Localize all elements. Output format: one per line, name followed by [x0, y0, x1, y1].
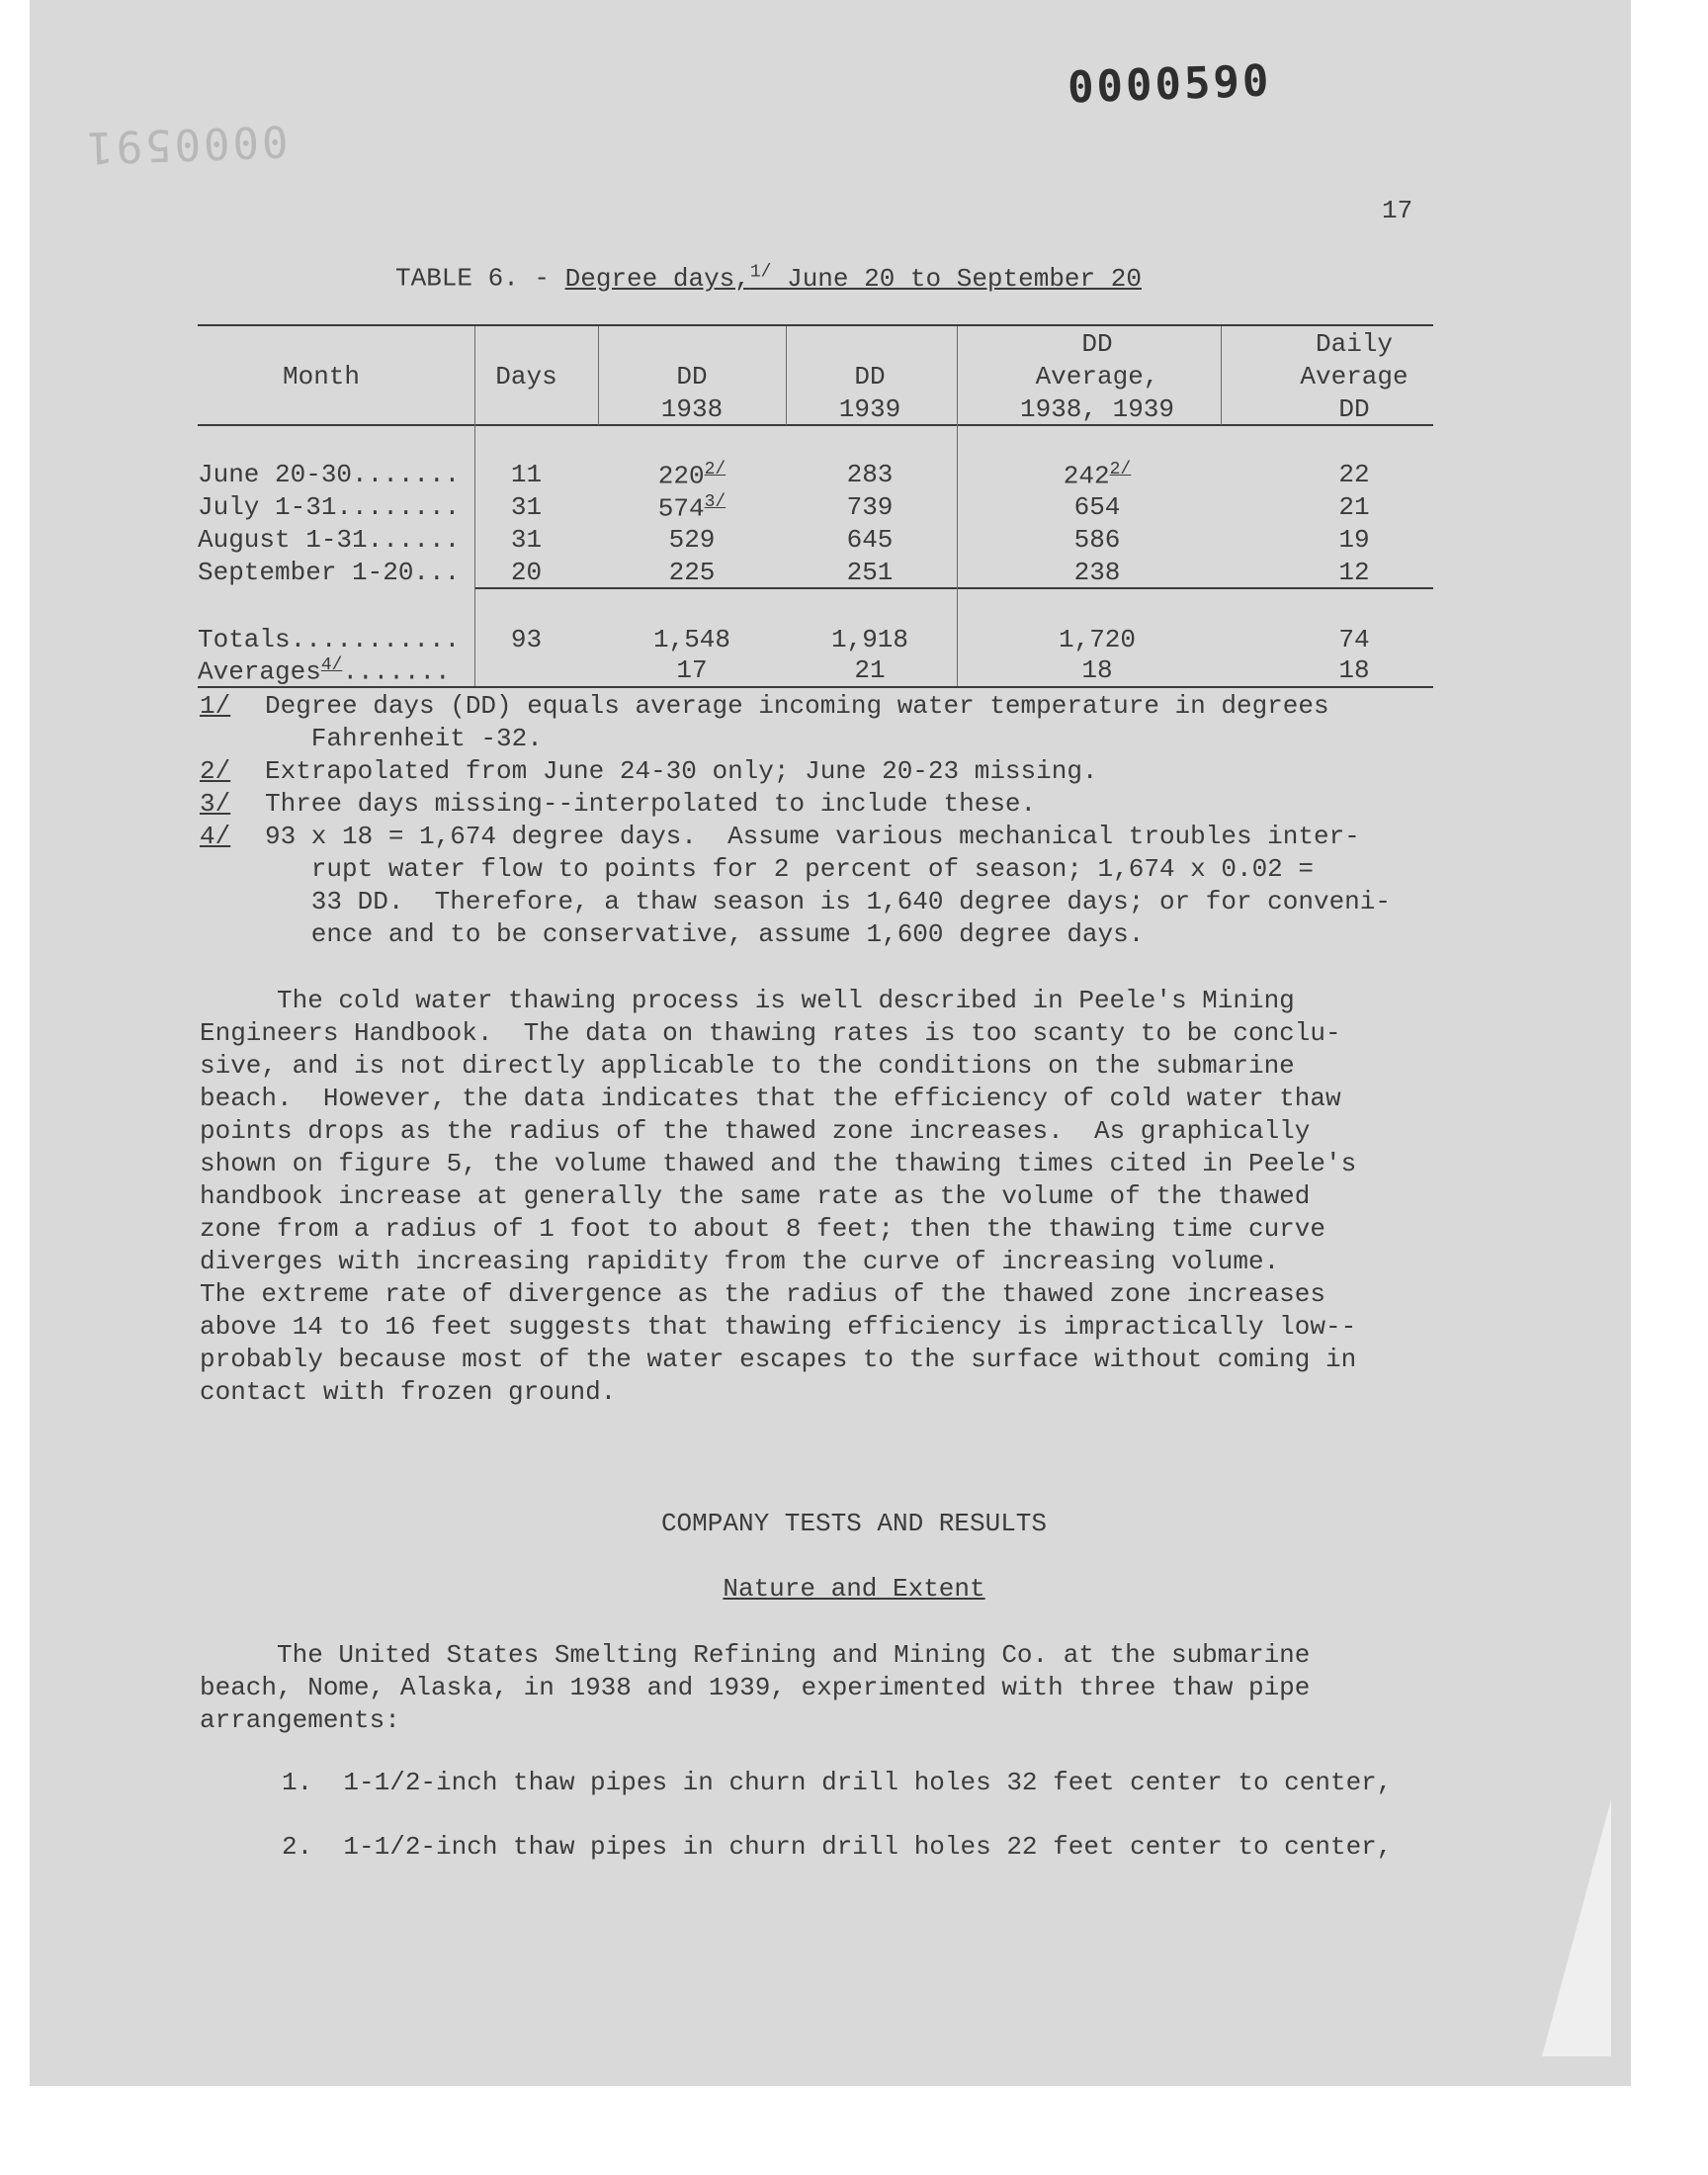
footnote-mark: 3/ — [200, 789, 231, 819]
totals-daily-average: 74 — [1338, 625, 1370, 654]
subsection-heading — [0, 1574, 1708, 1604]
cell-value: 242 — [1063, 461, 1110, 491]
faded-stamp: 0000591 — [83, 115, 290, 173]
footnote-mark: 4/ — [200, 822, 231, 851]
header-dd-1938 — [623, 361, 761, 426]
cell-value: 220 — [657, 461, 705, 491]
row-dd-1938 — [623, 492, 761, 524]
totals-dd-average: 1,720 — [1058, 625, 1136, 654]
header-daily-average — [1236, 328, 1473, 426]
row-dd-1939: 645 — [846, 525, 894, 555]
row-dd-1939: 283 — [846, 460, 894, 489]
totals-dd-1938: 1,548 — [652, 625, 730, 654]
row-dd-average: 586 — [1073, 525, 1121, 555]
table-title-main — [565, 264, 1142, 294]
row-days: 31 — [510, 492, 543, 522]
header-text: Average, — [1035, 362, 1159, 392]
averages-text: Averages — [198, 656, 321, 687]
footnote-text: Three days missing--interpolated to include these. — [265, 789, 1037, 819]
header-month: Month — [282, 362, 360, 392]
footnote-text: Extrapolated from June 24-30 only; June 20-23 missing. — [265, 756, 1098, 786]
header-text: DD — [1338, 394, 1370, 424]
averages-dd-1938: 17 — [676, 655, 708, 685]
row-days: 20 — [510, 558, 543, 587]
row-daily-average: 21 — [1338, 492, 1370, 522]
row-month: July 1-31........ — [198, 492, 461, 522]
footnote-ref: 2/ — [704, 460, 726, 479]
header-text: 1939 — [838, 394, 901, 424]
table-body-rule — [474, 587, 1433, 589]
table-label: TABLE 6. - — [395, 263, 565, 294]
totals-days: 93 — [510, 625, 543, 654]
row-dd-1939: 251 — [846, 558, 894, 587]
footnote-text: 93 x 18 = 1,674 degree days. Assume various mechanical troubles inter- rupt water flow to points for 2 percent of season; 1,674 x 0.02 = 33 DD. Therefore, a thaw season is 1,640 degree days; or for conveni- ence and to be conservative, assume 1,600 degree days. — [265, 822, 1391, 949]
header-text: Average — [1300, 362, 1409, 392]
footnote-ref: 1/ — [749, 262, 772, 282]
row-dd-1938: 225 — [668, 558, 716, 587]
column-divider — [957, 326, 958, 686]
row-dd-average: 654 — [1073, 492, 1121, 522]
cell-value: 574 — [657, 493, 705, 524]
row-days: 11 — [510, 460, 543, 489]
list-item: 2. 1-1/2-inch thaw pipes in churn drill holes 22 feet center to center, — [282, 1832, 1393, 1862]
header-days: Days — [495, 362, 557, 392]
row-days: 31 — [510, 525, 543, 555]
averages-leader: ....... — [342, 656, 451, 687]
body-paragraph: The cold water thawing process is well described in Peele's Mining Engineers Handbook. The data on thawing rates is too scanty to be conclu- sive, and is not directly applicable to the conditions on the submarine beach. However, the data indicates that the efficiency of cold water thaw points drops as the radius of the thawed zone increases. As graphically shown on figure 5, the volume thawed and the thawing times cited in Peele's handbook increase at generally the same rate as the volume of the thawed zone from a radius of 1 foot to about 8 feet; then the thawing time curve diverges with increasing rapidity from the curve of increasing volume. The extreme rate of divergence as the radius of the thawed zone increases above 14 to 16 feet suggests that thawing efficiency is impractically low-- probably because most of the water escapes to the surface without coming in contact with frozen ground. — [200, 986, 1357, 1407]
header-text: DD — [854, 362, 886, 392]
document-id-stamp: 0000590 — [1067, 55, 1273, 114]
row-daily-average: 19 — [1338, 525, 1370, 555]
page-number: 17 — [1382, 196, 1413, 225]
row-dd-1939: 739 — [846, 492, 894, 522]
footnote-ref: 3/ — [704, 492, 726, 512]
averages-label — [198, 655, 451, 687]
footnote-ref: 4/ — [320, 655, 343, 675]
header-dd-1939 — [801, 361, 939, 426]
table-top-rule — [198, 324, 1433, 326]
header-text: DD — [1081, 329, 1113, 359]
footnote-ref: 2/ — [1109, 460, 1132, 479]
averages-daily-average: 18 — [1338, 655, 1370, 685]
footnote-text: Degree days (DD) equals average incoming water temperature in degrees Fahrenheit -32. — [265, 691, 1329, 753]
row-month: September 1-20... — [198, 558, 461, 587]
row-dd-average — [979, 460, 1216, 491]
page-curl — [1542, 1799, 1611, 2056]
footnote-mark: 1/ — [200, 691, 231, 721]
totals-label: Totals........... — [198, 625, 461, 654]
table-title — [395, 262, 1142, 294]
row-month: August 1-31...... — [198, 525, 461, 555]
section-heading: COMPANY TESTS AND RESULTS — [660, 1509, 1048, 1538]
table-title-rest: June 20 to September 20 — [771, 263, 1142, 294]
column-divider — [786, 326, 787, 425]
row-daily-average: 22 — [1338, 460, 1370, 489]
footnote-mark: 2/ — [200, 756, 231, 786]
row-daily-average: 12 — [1338, 558, 1370, 587]
body-paragraph: The United States Smelting Refining and Mining Co. at the submarine beach, Nome, Alaska, in 1938 and 1939, experimented with three thaw pipe arrangements: — [200, 1640, 1311, 1735]
header-text: Daily — [1315, 329, 1393, 359]
column-divider — [1221, 326, 1222, 425]
column-divider — [598, 326, 599, 425]
header-text: 1938 — [660, 394, 724, 424]
header-text: DD — [676, 362, 708, 392]
averages-dd-1939: 21 — [854, 655, 886, 685]
row-dd-average: 238 — [1073, 558, 1121, 587]
header-text: 1938, 1939 — [1019, 394, 1175, 424]
totals-dd-1939: 1,918 — [830, 625, 908, 654]
list-item: 1. 1-1/2-inch thaw pipes in churn drill holes 32 feet center to center, — [282, 1768, 1393, 1797]
header-dd-average — [979, 328, 1216, 426]
table-title-text: Degree days, — [564, 263, 750, 294]
averages-dd-average: 18 — [1081, 655, 1113, 685]
row-month: June 20-30....... — [198, 460, 461, 489]
row-dd-1938: 529 — [668, 525, 716, 555]
subsection-heading-text: Nature and Extent — [723, 1574, 985, 1604]
row-dd-1938 — [623, 460, 761, 491]
